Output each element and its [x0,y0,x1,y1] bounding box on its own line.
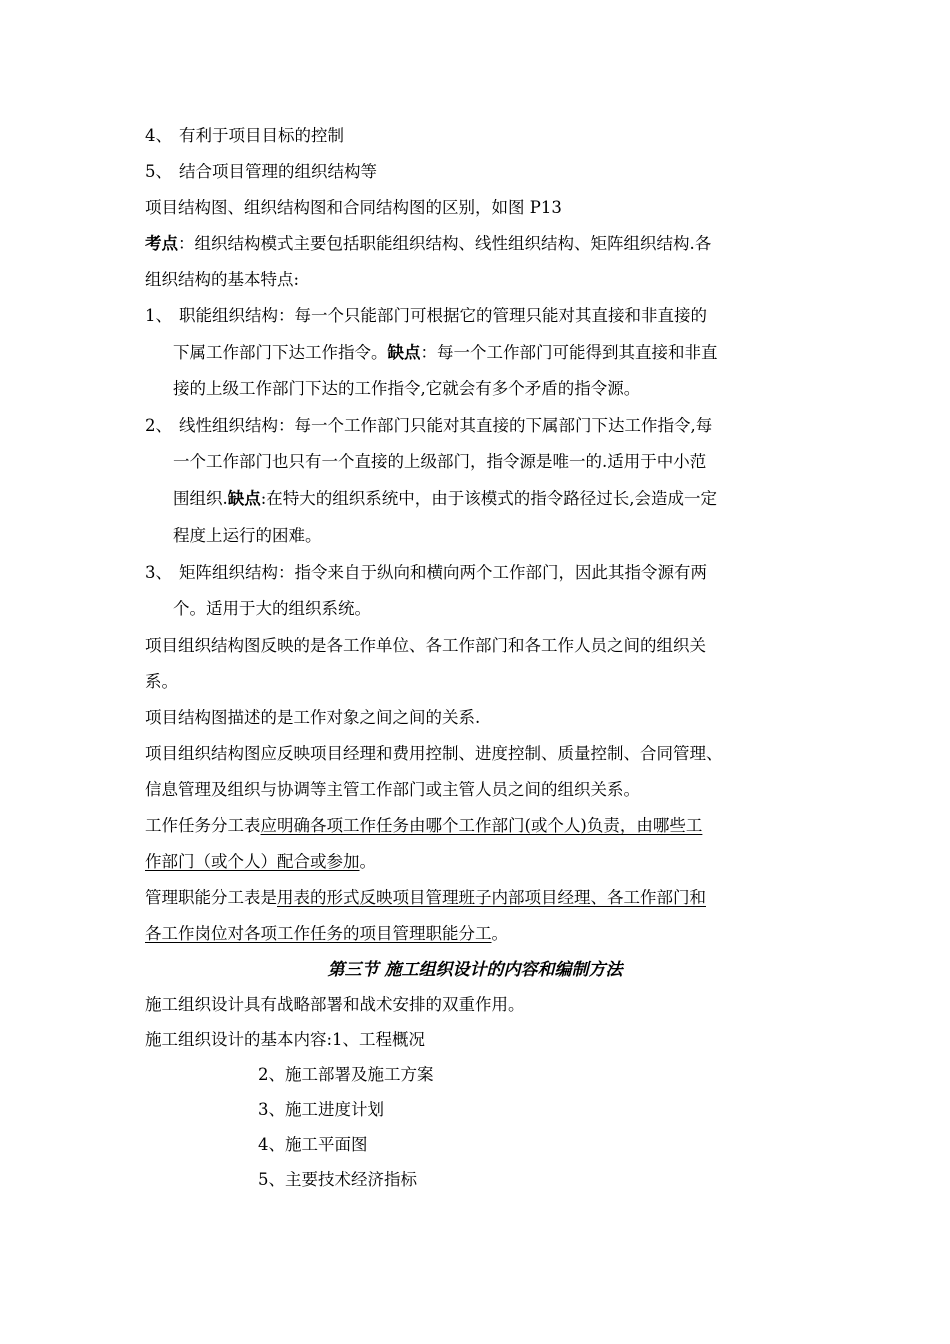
paragraph-org-chart: 系。 [145,672,178,691]
structure-item-line: 接的上级工作部门下达的工作指令,它就会有多个矛盾的指令源。 [173,379,641,398]
paragraph-mgmt-table [145,922,825,946]
structure-item [145,561,825,585]
basic-content-item: 4、施工平面图 [258,1135,368,1154]
item-number: 2、 [145,416,172,435]
item-text: 下属工作部门下达工作指令。 [173,343,388,362]
underlined-text: 应明确各项工作任务由哪个工作部门(或个人)负责，由哪些工 [260,816,703,835]
item-text: :在特大的组织系统中，由于该模式的指令路径过长,会造成一定 [260,489,718,508]
defect-label: 缺点 [387,343,421,362]
paragraph-task-table [145,814,825,838]
key-point-line: 组织结构的基本特点: [145,270,300,289]
paragraph-chart-difference: 项目结构图、组织结构图和合同结构图的区别，如图 P13 [145,198,562,217]
paragraph-org-chart: 项目组织结构图反映的是各工作单位、各工作部门和各工作人员之间的组织关 [145,636,706,655]
key-point-text: ：组织结构模式主要包括职能组织结构、线性组织结构、矩阵组织结构.各 [178,234,712,253]
basic-content-item: 5、主要技术经济指标 [258,1170,417,1189]
item-number: 5、 [145,162,172,181]
item-text: 有利于项目目标的控制 [179,126,344,145]
item-text: ：每一个工作部门可能得到其直接和非直 [420,343,718,362]
paragraph-should-reflect: 项目组织结构图应反映项目经理和费用控制、进度控制、质量控制、合同管理、 [145,744,723,763]
paragraph-dual-role: 施工组织设计具有战略部署和战术安排的双重作用。 [145,995,525,1014]
section-heading: 第三节 施工组织设计的内容和编制方法 [327,960,623,980]
basic-content-item: 3、施工进度计划 [258,1100,384,1119]
structure-item [145,414,825,438]
underlined-text: 用表的形式反映项目管理班子内部项目经理、各工作部门和 [277,888,706,907]
structure-item-line [173,487,853,511]
paragraph-project-chart: 项目结构图描述的是工作对象之间之间的关系. [145,708,481,727]
defect-label: 缺点 [227,489,261,508]
underlined-text: 各工作岗位对各项工作任务的项目管理职能分工 [145,924,492,943]
item-text: 围组织. [173,489,228,508]
paragraph-text: 工作任务分工表 [145,816,261,835]
structure-item [145,304,825,328]
item-number: 3、 [145,563,172,582]
key-point-line [145,232,825,256]
item-text: 矩阵组织结构：指令来自于纵向和横向两个工作部门，因此其指令源有两 [179,563,707,582]
structure-item-line: 一个工作部门也只有一个直接的上级部门，指令源是唯一的.适用于中小范 [173,452,707,471]
basic-content-lead: 施工组织设计的基本内容:1、工程概况 [145,1030,426,1049]
paragraph-task-table [145,850,825,874]
structure-item-line [173,341,853,365]
structure-item-line: 程度上运行的困难。 [173,526,322,545]
paragraph-mgmt-table [145,886,825,910]
key-point-label: 考点 [145,234,178,253]
paragraph-text: 管理职能分工表是 [145,888,277,907]
basic-content-item: 2、施工部署及施工方案 [258,1065,434,1084]
item-text: 职能组织结构：每一个只能部门可根据它的管理只能对其直接和非直接的 [179,306,707,325]
item-text: 线性组织结构：每一个工作部门只能对其直接的下属部门下达工作指令,每 [179,416,713,435]
structure-item-line: 个。适用于大的组织系统。 [173,599,371,618]
paragraph-text: 。 [491,924,508,943]
item-text: 结合项目管理的组织结构等 [179,162,377,181]
underlined-text: 作部门（或个人）配合或参加 [145,852,360,871]
item-number: 4、 [145,126,172,145]
list-item [145,124,825,148]
paragraph-should-reflect: 信息管理及组织与协调等主管工作部门或主管人员之间的组织关系。 [145,780,640,799]
paragraph-text: 。 [359,852,376,871]
item-number: 1、 [145,306,172,325]
list-item [145,160,825,184]
